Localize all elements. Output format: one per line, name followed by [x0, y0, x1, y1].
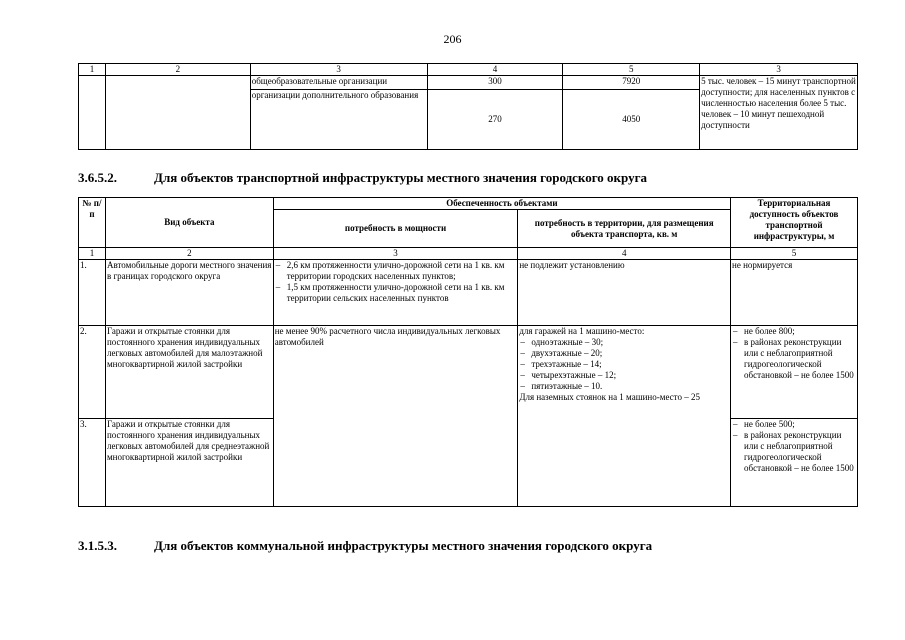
transport-table	[78, 197, 858, 507]
object-type: Гаражи и открытые стоянки для постоянного хранения индивидуальных легковых автомобилей для малоэтажной многоквартирной жилой застройки	[105, 326, 273, 419]
col-number: 4	[518, 248, 731, 260]
list-item: – 2,6 км протяженности улично-дорожной сети на 1 кв. км территории городских населенных пунктов;	[275, 260, 517, 282]
list-item: – не более 800;	[732, 326, 856, 337]
row-number: 1.	[79, 260, 106, 326]
list-item: – трехэтажные – 14;	[519, 359, 729, 370]
access-cell	[731, 419, 858, 507]
access-cell: не нормируется	[731, 260, 858, 326]
header-row	[79, 198, 858, 210]
header-territory: потребность в территории, для размещения объекта транспорта, кв. м	[518, 210, 731, 248]
territory-cell	[518, 326, 731, 507]
area-value: 4050	[563, 90, 700, 150]
table-header-row	[79, 64, 858, 76]
col-number: 5	[731, 248, 858, 260]
object-type: Гаражи и открытые стоянки для постоянного хранения индивидуальных легковых автомобилей для среднеэтажной многоквартирной жилой застройки	[105, 419, 273, 507]
section-number: 3.1.5.3.	[78, 538, 117, 553]
list-item: – пятиэтажные – 10.	[519, 381, 729, 392]
access-cell	[731, 326, 858, 419]
list-item: – одноэтажные – 30;	[519, 337, 729, 348]
header-capacity: потребность в мощности	[273, 210, 518, 248]
territory-intro: для гаражей на 1 машино-место:	[519, 326, 645, 336]
col-number: 5	[563, 64, 700, 76]
row-number: 3.	[79, 419, 106, 507]
empty-cell	[105, 76, 250, 150]
col-number: 1	[79, 64, 106, 76]
col-number: 3	[700, 64, 858, 76]
capacity-value: 270	[427, 90, 563, 150]
list-item: – двухэтажные – 20;	[519, 348, 729, 359]
list-item: – четырехэтажные – 12;	[519, 370, 729, 381]
page-number: 206	[443, 32, 462, 46]
table-row	[79, 76, 858, 90]
row-number: 2.	[79, 326, 106, 419]
object-type: Автомобильные дороги местного значения в границах городского округа	[105, 260, 273, 326]
object-name: общеобразовательные организации	[250, 76, 427, 90]
list-item: – в районах реконструкции или с неблагоприятной гидрогеологической обстановкой – не более 1500	[732, 337, 856, 381]
table-row	[79, 326, 858, 419]
capacity-cell: не менее 90% расчетного числа индивидуальных легковых автомобилей	[273, 326, 518, 507]
header-access: Территориальная доступность объектов транспортной инфраструктуры, м	[731, 198, 858, 248]
col-number: 3	[273, 248, 518, 260]
section-heading	[78, 538, 652, 554]
table-row	[79, 260, 858, 326]
area-value: 7920	[563, 76, 700, 90]
object-name: организации дополнительного образования	[250, 90, 427, 150]
col-number: 2	[105, 64, 250, 76]
section-heading	[78, 170, 647, 186]
section-title: Для объектов коммунальной инфраструктуры местного значения городского округа	[154, 538, 653, 553]
header-provision: Обеспеченность объектами	[273, 198, 730, 210]
access-text: 5 тыс. человек – 15 минут транспортной доступности; для населенных пунктов с численностью населения более 5 тыс. человек – 10 минут пешеходной доступности	[700, 76, 858, 150]
section-title: Для объектов транспортной инфраструктуры местного значения городского округа	[154, 170, 648, 185]
list-item: – в районах реконструкции или с неблагоприятной гидрогеологической обстановкой – не более 1500	[732, 430, 856, 474]
territory-outro: Для наземных стоянок на 1 машино-место – 25	[519, 392, 700, 402]
header-number: № п/п	[79, 198, 106, 248]
col-number: 1	[79, 248, 106, 260]
territory-cell: не подлежит установлению	[518, 260, 731, 326]
list-item: – не более 500;	[732, 419, 856, 430]
capacity-value: 300	[427, 76, 563, 90]
empty-cell	[79, 76, 106, 150]
education-table	[78, 63, 858, 150]
col-number: 4	[427, 64, 563, 76]
section-number: 3.6.5.2.	[78, 170, 117, 185]
header-type: Вид объекта	[105, 198, 273, 248]
capacity-cell	[273, 260, 518, 326]
list-item: – 1,5 км протяженности улично-дорожной сети на 1 кв. км территории сельских населенных пунктов	[275, 282, 517, 304]
col-number: 2	[105, 248, 273, 260]
col-number: 3	[250, 64, 427, 76]
column-number-row	[79, 248, 858, 260]
